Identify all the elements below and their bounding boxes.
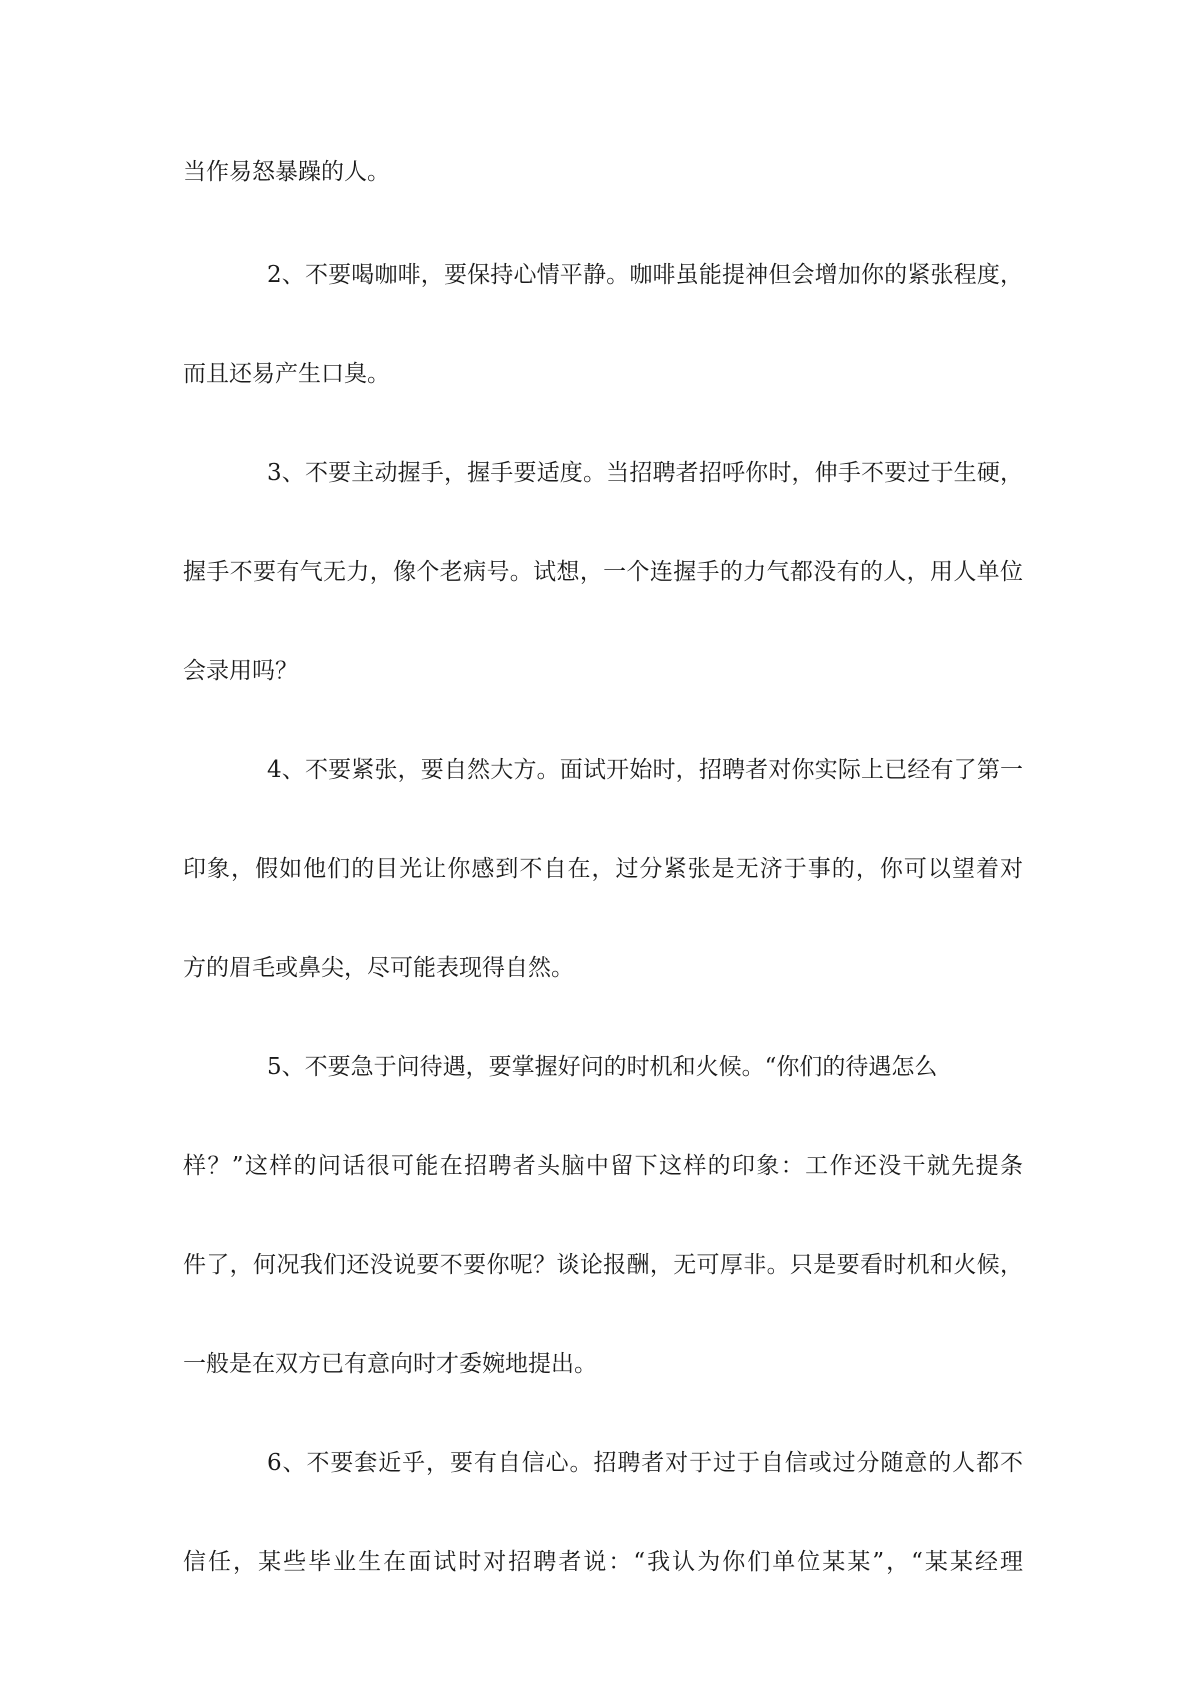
text-line: 一般是在双方已有意向时才委婉地提出。 (183, 1351, 597, 1377)
text-line: 5、不要急于问待遇，要掌握好问的时机和火候。“你们的待遇怎么 (267, 1054, 938, 1080)
text-line: 4、不要紧张，要自然大方。面试开始时，招聘者对你实际上已经有了第一 (267, 757, 1023, 783)
text-line: 样？”这样的问话很可能在招聘者头脑中留下这样的印象：工作还没干就先提条 (183, 1153, 1023, 1179)
text-line: 信任，某些毕业生在面试时对招聘者说：“我认为你们单位某某”，“某某经理 (183, 1549, 1023, 1575)
text-line: 方的眉毛或鼻尖，尽可能表现得自然。 (183, 955, 574, 981)
text-line: 3、不要主动握手，握手要适度。当招聘者招呼你时，伸手不要过于生硬， (267, 460, 1023, 486)
text-line: 印象，假如他们的目光让你感到不自在，过分紧张是无济于事的，你可以望着对 (183, 856, 1023, 882)
text-line: 握手不要有气无力，像个老病号。试想，一个连握手的力气都没有的人，用人单位 (183, 559, 1023, 585)
text-line: 2、不要喝咖啡，要保持心情平静。咖啡虽能提神但会增加你的紧张程度， (267, 262, 1023, 288)
text-line: 会录用吗？ (183, 658, 298, 684)
text-line: 而且还易产生口臭。 (183, 361, 390, 387)
text-line: 件了，何况我们还没说要不要你呢？谈论报酬，无可厚非。只是要看时机和火候， (183, 1252, 1023, 1278)
text-line: 当作易怒暴躁的人。 (183, 159, 390, 185)
text-line: 6、不要套近乎，要有自信心。招聘者对于过于自信或过分随意的人都不 (267, 1450, 1023, 1476)
